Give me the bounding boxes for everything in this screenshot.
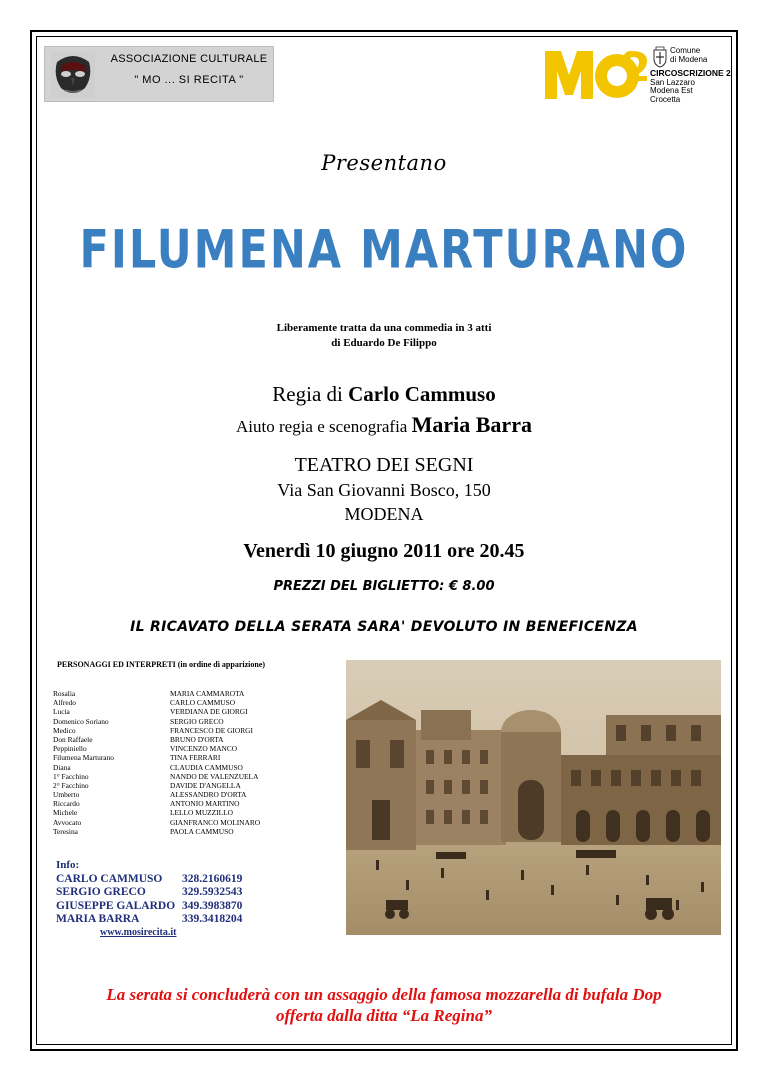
contact-row: MARIA BARRA 339.3418204: [56, 913, 243, 926]
cast-row: Riccardo ANTONIO MARTINO: [53, 799, 240, 809]
contact-row: CARLO CAMMUSO 328.2160619: [56, 873, 243, 885]
comune-label: Comune di Modena: [670, 46, 708, 64]
cast-row: Michele LELLO MUZZILLO: [53, 808, 234, 818]
cast-row: Alfredo CARLO CAMMUSO: [53, 698, 236, 708]
closing-line-1: La serata si concluderà con un assaggio della famosa mozzarella di bufala Dop: [106, 985, 662, 1004]
contact-row: GIUSEPPE GALARDO 349.3983870: [56, 899, 243, 912]
venue-address: Via San Giovanni Bosco, 150: [277, 480, 491, 500]
cast-row: 1° Facchino NANDO DE VALENZUELA: [53, 771, 259, 781]
contact-row: SERGIO GRECO 329.5932543: [56, 886, 243, 899]
cast-row: Avvocato GIANFRANCO MOLINARO: [53, 817, 261, 827]
cast-row: Filumena Marturano TINA FERRARI: [53, 753, 221, 763]
cast-row: Lucia VERDIANA DE GIORGI: [53, 707, 248, 717]
venue-name: TEATRO DEI SEGNI: [294, 454, 474, 476]
closing-line-2: offerta dalla ditta “La Regina”: [276, 1006, 492, 1025]
association-subtitle: " MO ... SI RECITA ": [134, 74, 244, 86]
info-title: Info:: [56, 859, 80, 871]
contact-phone: 349.3983870: [182, 899, 243, 912]
contact-phone: 329.5932543: [182, 886, 243, 899]
cast-row: Rosalia MARIA CAMMAROTA: [53, 689, 245, 698]
cast-row: Domenico Soriano SERGIO GRECO: [53, 716, 224, 726]
contact-phone: 328.2160619: [182, 873, 243, 885]
adaptation-line-2: di Eduardo De Filippo: [331, 337, 437, 349]
director-credit: Regia di Carlo Cammuso: [272, 382, 496, 406]
cast-title: PERSONAGGI ED INTERPRETI (in ordine di apparizione): [57, 660, 266, 669]
theatre-mask-icon: [51, 52, 95, 98]
contact-list: [56, 873, 242, 927]
venue-city: MODENA: [344, 504, 424, 524]
cast-row: 2° Facchino DAVIDE D'ANGELLA: [53, 780, 241, 790]
event-date: Venerdì 10 giugno 2011 ore 20.45: [243, 540, 525, 562]
mo2-logo: [543, 45, 649, 103]
association-box: [44, 46, 274, 102]
comune-crest-icon: [651, 46, 669, 68]
cast-list: [53, 689, 343, 836]
assistant-credit: Aiuto regia e scenografia Maria Barra: [236, 412, 532, 437]
play-title: FILUMENA MARTURANO: [79, 220, 689, 281]
cast-row: Peppiniello VINCENZO MANCO: [53, 744, 238, 754]
cast-row: Don Raffaele BRUNO D'ORTA: [53, 734, 224, 744]
adaptation-line-1: Liberamente tratta da una commedia in 3 atti: [276, 322, 492, 334]
cast-row: Medico FRANCESCO DE GIORGI: [53, 725, 253, 735]
website-link[interactable]: www.mosirecita.it: [100, 927, 177, 938]
cast-row: Diana CLAUDIA CAMMUSO: [53, 762, 243, 772]
ticket-price: PREZZI DEL BIGLIETTO: € 8.00: [273, 579, 495, 594]
contact-phone: 339.3418204: [182, 913, 243, 926]
association-name: ASSOCIAZIONE CULTURALE: [110, 53, 268, 65]
cast-row: Teresina PAOLA CAMMUSO: [53, 826, 234, 836]
director-name: Carlo Cammuso: [348, 382, 496, 406]
circoscrizione-label: CIRCOSCRIZIONE 2 San Lazzaro Modena Est Crocetta: [650, 68, 731, 104]
assistant-name: Maria Barra: [411, 412, 532, 437]
cast-row: Umberto ALESSANDRO D'ORTA: [53, 790, 247, 800]
presentano-heading: Presentano: [321, 151, 447, 175]
historic-square-photo: [346, 660, 721, 935]
charity-note: IL RICAVATO DELLA SERATA SARA' DEVOLUTO IN BENEFICENZA: [130, 619, 638, 635]
